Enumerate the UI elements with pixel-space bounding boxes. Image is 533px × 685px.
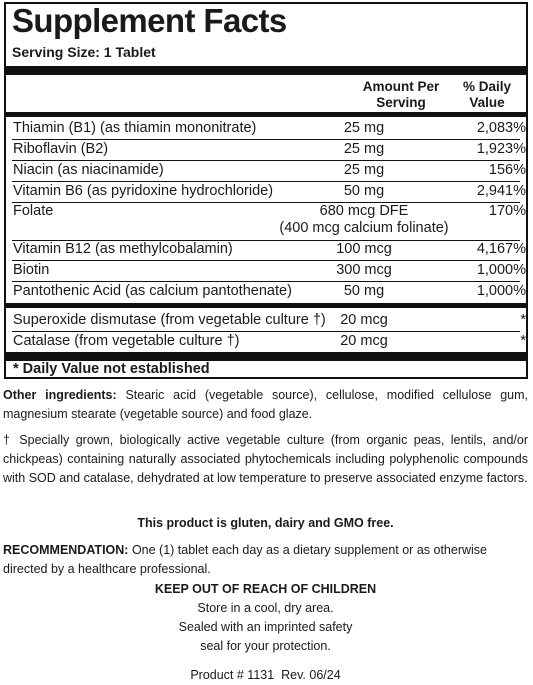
storage-line: Store in a cool, dry area. (197, 601, 334, 615)
panel-title: Supplement Facts (12, 2, 287, 39)
daily-value-footnote: * Daily Value not established (13, 361, 210, 377)
free-from-statement: This product is gluten, dairy and GMO free. (137, 516, 394, 530)
other-ingredients-label: Other ingredients: (3, 388, 117, 402)
nutrient-name: Vitamin B6 (as pyridoxine hydrochloride) (13, 183, 274, 199)
nutrient-amount: 25 mg (343, 162, 385, 178)
nutrient-daily-value: 1,000% (476, 262, 526, 278)
nutrient-name: Riboflavin (B2) (13, 141, 109, 157)
nutrient-daily-value: 170% (488, 203, 526, 219)
nutrient-amount: 20 mcg (340, 333, 388, 349)
thick-divider (6, 352, 526, 361)
nutrient-amount-detail: (400 mcg calcium folinate) (279, 220, 449, 236)
supplement-facts-panel (4, 2, 528, 379)
nutrient-amount: 25 mg (343, 120, 385, 136)
nutrient-name: Pantothenic Acid (as calcium pantothenate) (13, 283, 292, 299)
nutrient-name: Superoxide dismutase (from vegetable culture †) (13, 312, 326, 328)
nutrient-amount: 100 mcg (336, 241, 392, 257)
thick-divider (6, 66, 526, 75)
warning: KEEP OUT OF REACH OF CHILDREN (154, 582, 377, 596)
nutrient-name: Niacin (as niacinamide) (13, 162, 164, 178)
nutrient-daily-value: 1,000% (476, 283, 526, 299)
nutrient-amount: 50 mg (343, 283, 385, 299)
nutrient-daily-value: 156% (488, 162, 526, 178)
serving-size: Serving Size: 1 Tablet (12, 44, 156, 60)
recommendation (3, 541, 528, 579)
header-daily-value: % Daily Value (462, 79, 512, 110)
section-divider (6, 303, 526, 308)
nutrient-daily-value: * (520, 333, 526, 349)
product-number: Product # 1131 Rev. 06/24 (190, 668, 341, 682)
nutrient-amount: 20 mcg (340, 312, 388, 328)
nutrient-amount: 25 mg (343, 141, 385, 157)
culture-note: † Specially grown, biologically active vegetable culture (from organic peas, lentils, and/or chickpeas) containing naturally associated phytochemicals including polyphenolic compounds with SOD and catalase, dehydrated at low temperature to preserve associated enzyme factors. (3, 433, 528, 485)
nutrient-amount: 300 mcg (336, 262, 392, 278)
nutrient-amount: 50 mg (343, 183, 385, 199)
nutrient-daily-value: 1,923% (476, 141, 526, 157)
nutrient-name: Vitamin B12 (as methylcobalamin) (13, 241, 233, 257)
nutrient-amount: 680 mcg DFE (319, 203, 409, 219)
storage-line: seal for your protection. (200, 639, 331, 653)
other-ingredients-text: Stearic acid (vegetable source), cellulose, modified cellulose gum, magnesium stearate (vegetable source) and food glaze. (3, 388, 529, 421)
storage-line: Sealed with an imprinted safety (178, 620, 353, 634)
nutrient-daily-value: 2,941% (476, 183, 526, 199)
nutrient-name: Biotin (13, 262, 50, 278)
nutrient-name: Thiamin (B1) (as thiamin mononitrate) (13, 120, 257, 136)
nutrient-daily-value: * (520, 312, 526, 328)
nutrient-name: Folate (13, 203, 54, 219)
nutrient-daily-value: 2,083% (476, 120, 526, 136)
recommendation-text: One (1) tablet each day as a dietary supplement or as otherwise directed by a healthcare professional. (3, 543, 487, 576)
nutrient-name: Catalase (from vegetable culture †) (13, 333, 240, 349)
other-ingredients (3, 386, 528, 424)
recommendation-label: RECOMMENDATION: (3, 543, 129, 557)
header-amount-per-serving: Amount Per Serving (362, 79, 440, 110)
nutrient-daily-value: 4,167% (476, 241, 526, 257)
header-divider (6, 112, 526, 117)
